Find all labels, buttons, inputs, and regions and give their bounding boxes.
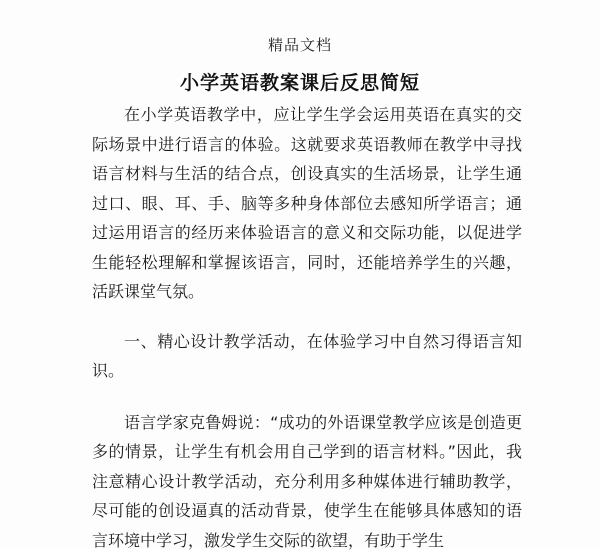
document-body	[92, 100, 522, 555]
document-header: 精品文档	[0, 34, 600, 55]
paragraph-quote: 语言学家克鲁姆说：“成功的外语课堂教学应该是创造更多的情景，让学生有机会用自己学到的语言材料。”因此，我注意精心设计教学活动，充分利用多种媒体进行辅助教学，尽可能的创设逼真的活动背景，使学生在能够具体感知的语言环境中学习，激发学生交际的欲望，有助于学生	[92, 408, 522, 555]
paragraph-intro: 在小学英语教学中，应让学生学会运用英语在真实的交际场景中进行语言的体验。这就要求英语教师在教学中寻找语言材料与生活的结合点，创设真实的生活场景，让学生通过口、眼、耳、手、脑等多种身体部位去感知所学语言；通过运用语言的经历来体验语言的意义和交际功能，以促进学生能轻松理解和掌握该语言，同时，还能培养学生的兴趣，活跃课堂气氛。	[92, 100, 522, 307]
paragraph-section-heading: 一、精心设计教学活动，在体验学习中自然习得语言知识。	[92, 327, 522, 386]
document-title: 小学英语教案课后反思简短	[0, 68, 600, 95]
